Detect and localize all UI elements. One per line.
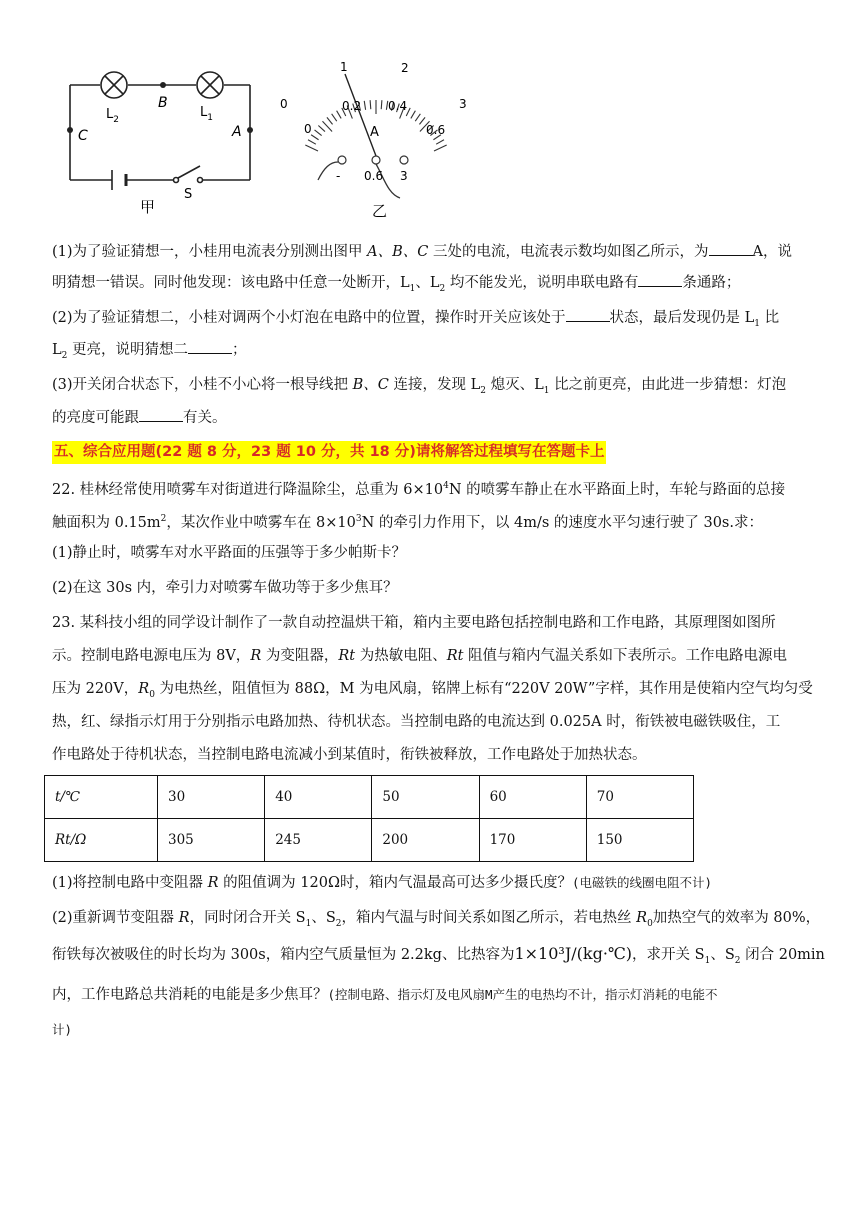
q22-sub-1: (1)静止时，喷雾车对水平路面的压强等于多少帕斯卡？ [52,545,407,561]
meter-tick [411,111,416,119]
q23-line-5: 作电路处于待机状态，当控制电路电流减小到某值时，衔铁被释放，工作电路处于加热状态。 [52,747,647,763]
q21-line-2: 明猜想一错误。同时他发现：该电路中任意一处断开，$L_1$、$L_2$ 均不能发光，说明串联电路有 条通路； [52,272,812,299]
q23-sub-2-cont3: 计) [52,1022,73,1037]
meter-tick [337,111,342,119]
q22-line-2: 触面积为 $0.15m^2$，某次作业中喷雾车在 $8\times 10^3N$ 的牵引力作用下，以 4m/s 的速度水平匀速行驶了 30s.求： [52,514,763,531]
meter-lower-0: 0 [304,122,312,136]
ammeter-diagram [276,58,476,223]
point-b-dot [160,82,166,88]
meter-upper-3: 3 [459,97,467,111]
label-c: C [78,128,88,144]
q23-sub-2-cont2: 内，工作电路总共消耗的电能是多少焦耳？(控制电路、指示灯及电风扇M产生的电热均不计，指示灯消耗的电能不 [52,987,718,1003]
q21-line-5: (3)开关闭合状态下，小桂不小心将一根导线把 B、C 连接，发现 $L_2$ 熄灭、$L_1$ 比之前更亮，由此进一步猜想：灯泡 [52,377,787,396]
meter-tick [318,125,325,131]
table-cell: 30 [158,776,265,819]
meter-lower-04: 0.4 [388,99,408,113]
meter-tick [370,100,371,109]
q21-line-4: $L_2$ 更亮，说明猜想二 ； [52,339,812,366]
lamp-l2-icon [101,72,127,98]
battery-icon [112,170,126,190]
answer-blank-1[interactable] [709,241,753,256]
q22-sub-2: (2)在这 30s 内，牵引力对喷雾车做功等于多少焦耳？ [52,580,398,596]
switch-icon [174,166,203,183]
point-c-dot [67,127,73,133]
table-row-head: Rt/Ω [45,819,158,862]
table-cell: 170 [479,819,586,862]
q22-line-1: 22. 桂林经常使用喷雾车对街道进行降温除尘，总重为 $6\times 10^4N$ 的喷雾车静止在水平路面上时，车轮与路面的总接 [52,481,786,498]
terminal-3: 3 [400,169,408,183]
answer-blank-3[interactable] [566,307,610,322]
meter-lower-06: 0.6 [426,123,446,137]
answer-blank-2[interactable] [638,272,682,287]
meter-tick [434,145,447,151]
terminal-06: 0.6 [364,169,384,183]
meter-tick [315,130,322,136]
meter-tick [311,135,318,140]
meter-tick [364,101,365,110]
label-a: A [232,124,242,140]
answer-blank-5[interactable] [139,407,183,422]
meter-upper-2: 2 [401,61,409,75]
q21-line-6: 的亮度可能跟 有关。 [52,407,812,428]
label-l1: $L_1$ [200,105,213,123]
label-b: B [158,95,168,111]
meter-tick [332,114,337,121]
q23-line-4: 热，红、绿指示灯用于分别指示电路加热、待机状态。当控制电路的电流达到 0.025A 时，衔铁被电磁铁吸住，工 [52,714,781,730]
table-cell: 60 [479,776,586,819]
table-row-head: t/℃ [45,776,158,819]
meter-tick [381,100,382,109]
meter-lower-02: 0.2 [342,99,362,113]
q21-line-1: (1)为了验证猜想一，小桂用电流表分别测出图甲 A、B、C 三处的电流，电流表示数均如图乙所示，为 A，说 [52,241,812,262]
meter-tick [419,117,425,124]
table-cell: 150 [586,819,693,862]
rt-temperature-table [44,775,694,862]
meter-tick [327,117,333,124]
specific-heat-formula: 1×10³J/(kg·℃) [514,944,633,963]
q23-sub-1: (1)将控制电路中变阻器 R 的阻值调为 120Ω时，箱内气温最高可达多少摄氏度？(电磁铁的线圈电阻不计) [52,875,713,891]
meter-tick [436,140,444,144]
table-row [45,819,694,862]
table-cell: 305 [158,819,265,862]
table-cell: 50 [372,776,479,819]
caption-jia: 甲 [140,198,156,216]
answer-blank-4[interactable] [188,339,232,354]
meter-tick [305,145,318,151]
q23-sub-2: (2)重新调节变阻器 R，同时闭合开关 $S_1$、$S_2$，箱内气温与时间关系如图乙所示，若电热丝 $R_0$加热空气的效率为 80%， [52,910,821,929]
meter-tick [308,140,316,144]
q23-line-2: 示。控制电路电源电压为 8V，R 为变阻器，Rt 为热敏电阻、Rt 阻值与箱内气温关系如下表所示。工作电路电源电 [52,648,788,664]
q23-line-1: 23. 某科技小组的同学设计制作了一款自动控温烘干箱，箱内主要电路包括控制电路和工作电路，其原理图如图所 [52,615,776,631]
table-cell: 40 [265,776,372,819]
meter-upper-1: 1 [340,60,348,74]
label-l2: $L_2$ [106,107,119,125]
table-row [45,776,694,819]
q21-line-3: (2)为了验证猜想二，小桂对调两个小灯泡在电路中的位置，操作时开关应该处于 状态，最后发现仍是 $L_1$ 比 [52,307,812,334]
table-cell: 200 [372,819,479,862]
point-a-dot [247,127,253,133]
q23-line-3: 压为 220V，$R_0$ 为电热丝，阻值恒为 88Ω，M 为电风扇，铭牌上标有“220V 20W”字样，其作用是使箱内空气均匀受 [52,681,813,700]
table-cell: 245 [265,819,372,862]
meter-tick [415,114,420,121]
circuit-diagram [60,60,270,220]
caption-yi: 乙 [372,202,388,220]
meter-unit: A [370,125,379,140]
terminal-minus: - [336,169,341,183]
section-five-header: 五、综合应用题(22 题 8 分，23 题 10 分，共 18 分)请将解答过程填写在答题卡上 [52,441,606,464]
label-s: S [184,187,193,202]
lamp-l1-icon [197,72,223,98]
q23-sub-2-cont: 衔铁每次被吸住的时长均为 300s，箱内空气质量恒为 2.2kg、比热容为1×10³J/(kg·℃)，求开关 $S_1$、$S_2$ 闭合 20min [52,944,825,966]
meter-upper-0: 0 [280,97,288,111]
ammeter-needle [345,74,376,156]
table-cell: 70 [586,776,693,819]
